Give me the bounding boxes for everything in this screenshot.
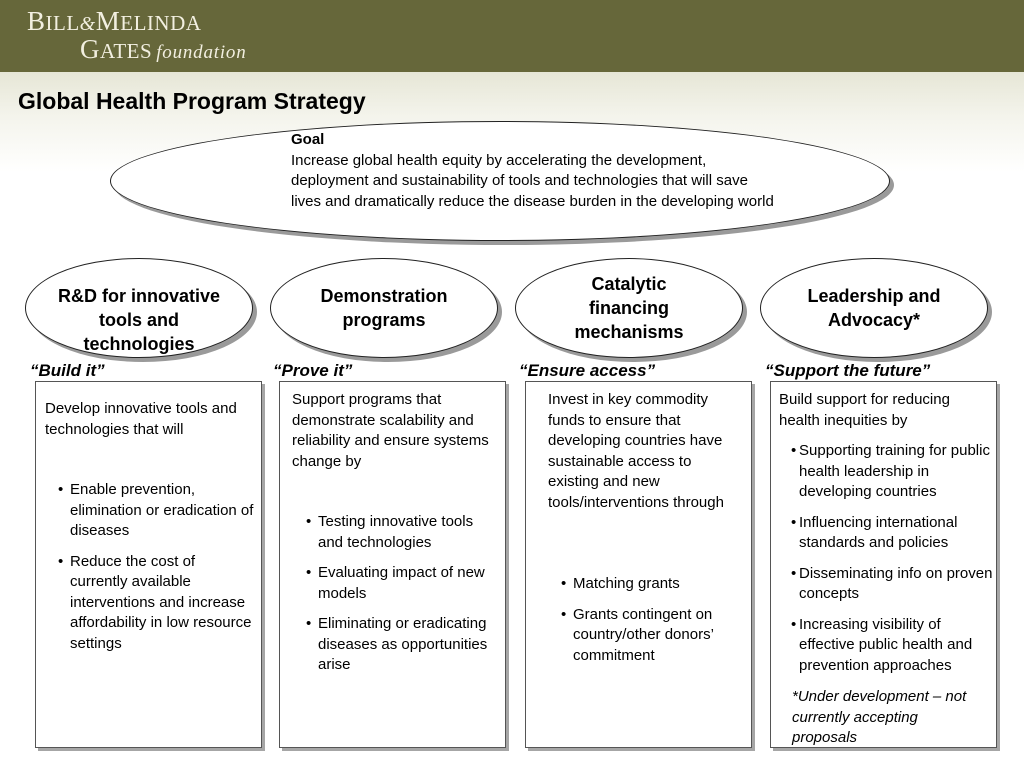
goal-description: Increase global health equity by accelerating the development, deployment and sustainability of tools and technologies that will save lives and dramatically reduce the disease burden in the developing world xyxy=(291,151,774,210)
pillar-advocacy-ellipse xyxy=(760,258,988,358)
bullet-text: Eliminating or eradicating diseases as opportunities arise xyxy=(318,615,488,673)
column-financing-bullet-list xyxy=(561,574,741,676)
bullet-text: Matching grants xyxy=(573,575,680,592)
logo-word-gates: GATES xyxy=(80,34,153,64)
bullet-icon: • xyxy=(561,575,567,592)
goal-text-block xyxy=(291,130,781,212)
column-advocacy-bullet-list xyxy=(791,441,996,686)
under-development-note: *Under development – not currently accepting proposals xyxy=(792,688,967,746)
bullet-text: Enable prevention, elimination or eradication of diseases xyxy=(70,481,254,539)
bullet-icon: • xyxy=(791,564,797,582)
bullet-icon: • xyxy=(306,513,312,530)
column-rd-bullet-list xyxy=(58,480,254,664)
bullet-icon: • xyxy=(58,481,64,498)
list-item xyxy=(561,605,741,667)
list-item xyxy=(58,552,254,655)
tagline-ensure-access: “Ensure access” xyxy=(519,361,656,380)
bullet-text: Testing innovative tools and technologies xyxy=(318,513,474,551)
list-item xyxy=(791,441,996,503)
goal-label: Goal xyxy=(291,131,325,148)
column-financing-intro: Invest in key commodity funds to ensure that developing countries have sustainable access to existing and new tools/interventions through xyxy=(548,391,724,511)
pillar-rd-title: R&D for innovative tools and technologies xyxy=(57,286,221,354)
list-item xyxy=(791,615,996,677)
list-item xyxy=(306,614,496,676)
pillar-rd-ellipse xyxy=(25,258,253,358)
logo-ampersand: & xyxy=(79,13,96,35)
list-item xyxy=(791,513,996,554)
logo-word-bill: BILL xyxy=(27,6,80,36)
tagline-prove-it: “Prove it” xyxy=(273,361,353,380)
bullet-icon: • xyxy=(306,564,312,581)
pillar-demonstration-ellipse xyxy=(270,258,498,358)
bullet-text: Evaluating impact of new models xyxy=(318,564,485,602)
bullet-text: Increasing visibility of effective public health and prevention approaches xyxy=(799,615,973,674)
list-item xyxy=(561,574,741,595)
logo-word-melinda: MELINDA xyxy=(95,6,202,36)
tagline-support-future: “Support the future” xyxy=(765,361,931,380)
list-item xyxy=(306,512,496,553)
list-item xyxy=(58,480,254,542)
page-title: Global Health Program Strategy xyxy=(18,88,366,114)
bullet-text: Influencing international standards and policies xyxy=(799,513,958,551)
bullet-icon: • xyxy=(561,605,567,623)
column-rd-intro: Develop innovative tools and technologies that will xyxy=(45,400,237,438)
column-demonstration-intro: Support programs that demonstrate scalability and reliability and ensure systems change by xyxy=(292,391,489,470)
bullet-icon: • xyxy=(58,552,64,570)
bullet-icon: • xyxy=(791,513,797,531)
list-item xyxy=(791,564,996,605)
list-item xyxy=(306,563,496,604)
bullet-text: Grants contingent on country/other donors’ commitment xyxy=(573,605,714,664)
column-demonstration-bullet-list xyxy=(306,512,496,686)
bullet-text: Supporting training for public health leadership in developing countries xyxy=(799,442,990,500)
bullet-text: Reduce the cost of currently available interventions and increase affordability in low resource settings xyxy=(70,552,252,652)
pillar-financing-title: Catalytic financing mechanisms xyxy=(574,274,684,342)
pillar-financing-ellipse xyxy=(515,258,743,358)
column-advocacy-intro: Build support for reducing health inequities by xyxy=(779,391,950,429)
tagline-build-it: “Build it” xyxy=(30,361,105,380)
bullet-icon: • xyxy=(791,442,797,459)
bullet-icon: • xyxy=(306,615,312,632)
bullet-icon: • xyxy=(791,615,797,633)
foundation-logo xyxy=(27,8,247,63)
logo-word-foundation: foundation xyxy=(156,42,247,63)
pillar-advocacy-title: Leadership and Advocacy* xyxy=(807,286,941,330)
bullet-text: Disseminating info on proven concepts xyxy=(799,564,993,602)
pillar-demonstration-title: Demonstration programs xyxy=(320,286,448,330)
